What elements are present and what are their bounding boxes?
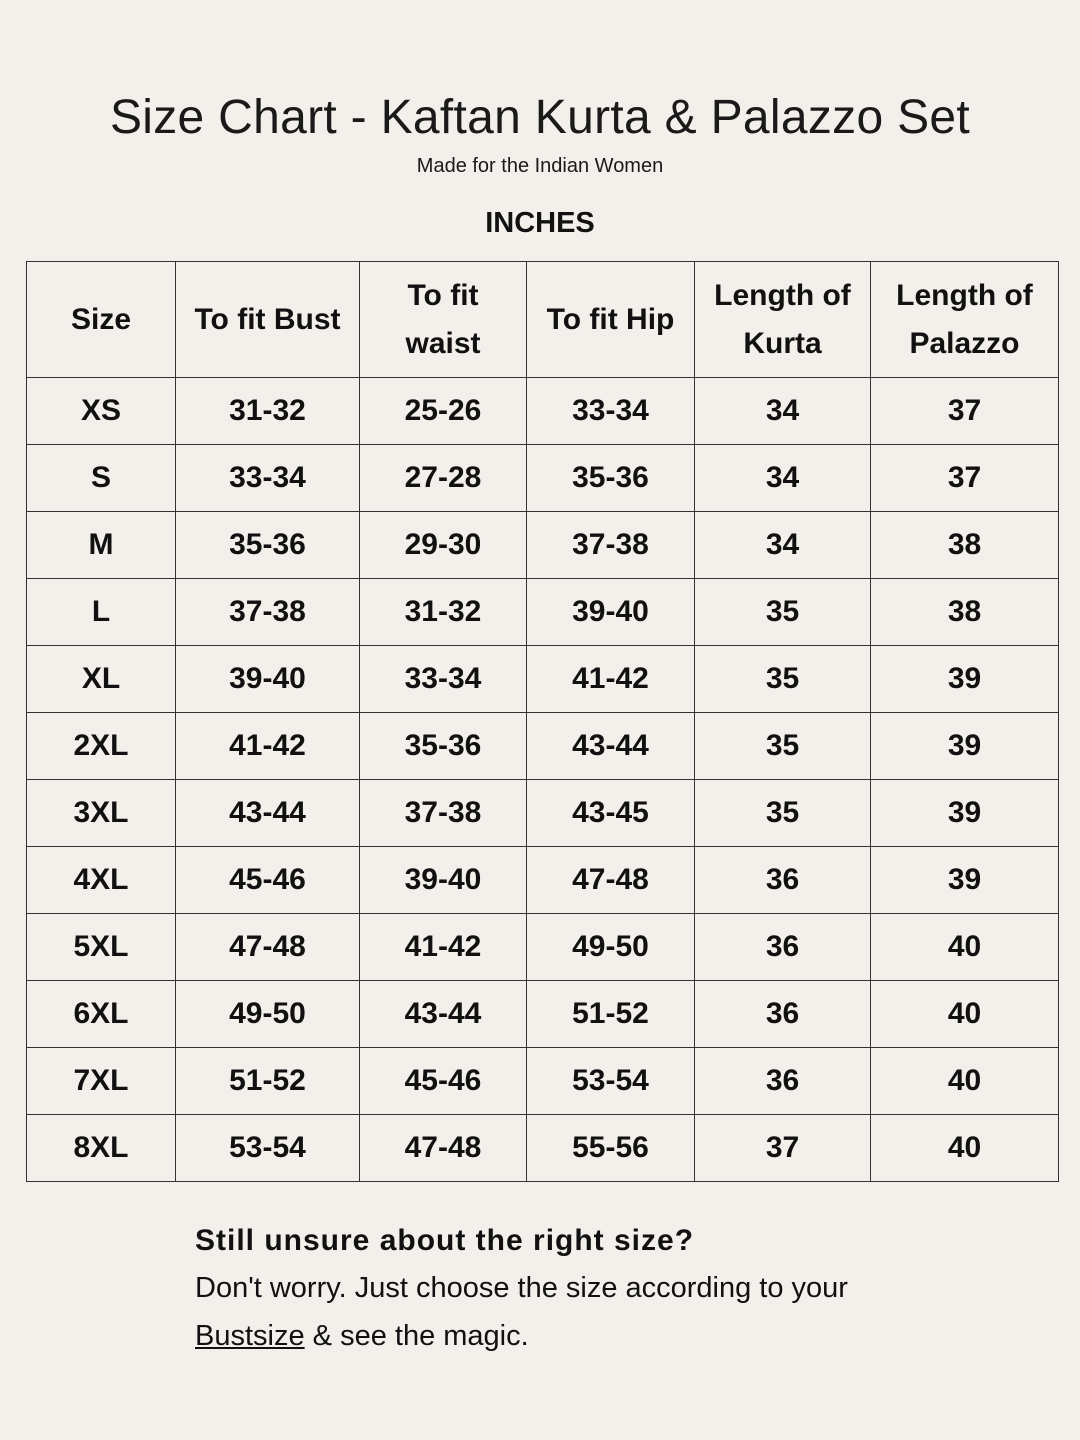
- cell-waist: 37-38: [360, 780, 527, 847]
- table-body: [27, 378, 1059, 1182]
- table-row: [27, 445, 1059, 512]
- cell-palazzo-length: 39: [871, 646, 1059, 713]
- cell-size: 3XL: [27, 780, 176, 847]
- cell-bust: 39-40: [176, 646, 360, 713]
- cell-size: L: [27, 579, 176, 646]
- column-header-bust: To fit Bust: [176, 262, 360, 378]
- column-header-palazzo-length: Length of Palazzo: [871, 262, 1059, 378]
- cell-bust: 41-42: [176, 713, 360, 780]
- cell-palazzo-length: 39: [871, 713, 1059, 780]
- cell-palazzo-length: 37: [871, 445, 1059, 512]
- cell-palazzo-length: 40: [871, 914, 1059, 981]
- cell-bust: 51-52: [176, 1048, 360, 1115]
- cell-bust: 31-32: [176, 378, 360, 445]
- cell-hip: 35-36: [527, 445, 695, 512]
- cell-size: 8XL: [27, 1115, 176, 1182]
- cell-bust: 35-36: [176, 512, 360, 579]
- size-help-note: [195, 1220, 1015, 1360]
- cell-kurta-length: 36: [695, 981, 871, 1048]
- cell-bust: 47-48: [176, 914, 360, 981]
- cell-size: 2XL: [27, 713, 176, 780]
- cell-waist: 33-34: [360, 646, 527, 713]
- column-header-hip: To fit Hip: [527, 262, 695, 378]
- help-answer-line2: & see the magic.: [304, 1320, 529, 1352]
- cell-kurta-length: 35: [695, 579, 871, 646]
- cell-size: 6XL: [27, 981, 176, 1048]
- cell-size: M: [27, 512, 176, 579]
- cell-waist: 43-44: [360, 981, 527, 1048]
- cell-kurta-length: 35: [695, 713, 871, 780]
- cell-bust: 45-46: [176, 847, 360, 914]
- cell-hip: 43-44: [527, 713, 695, 780]
- page-title: Size Chart - Kaftan Kurta & Palazzo Set: [109, 91, 971, 144]
- cell-hip: 53-54: [527, 1048, 695, 1115]
- cell-size: XS: [27, 378, 176, 445]
- help-question: Still unsure about the right size?: [195, 1224, 695, 1257]
- cell-kurta-length: 36: [695, 1048, 871, 1115]
- cell-size: 7XL: [27, 1048, 176, 1115]
- cell-waist: 27-28: [360, 445, 527, 512]
- table-row: [27, 981, 1059, 1048]
- cell-kurta-length: 35: [695, 780, 871, 847]
- cell-hip: 33-34: [527, 378, 695, 445]
- cell-palazzo-length: 40: [871, 981, 1059, 1048]
- page-subtitle: Made for the Indian Women: [416, 155, 664, 177]
- table-row: [27, 579, 1059, 646]
- cell-hip: 51-52: [527, 981, 695, 1048]
- cell-kurta-length: 35: [695, 646, 871, 713]
- cell-bust: 33-34: [176, 445, 360, 512]
- cell-palazzo-length: 40: [871, 1048, 1059, 1115]
- column-header-kurta-length: Length of Kurta: [695, 262, 871, 378]
- help-answer: [195, 1264, 1015, 1360]
- cell-kurta-length: 34: [695, 445, 871, 512]
- table-row: [27, 1115, 1059, 1182]
- cell-hip: 49-50: [527, 914, 695, 981]
- cell-palazzo-length: 37: [871, 378, 1059, 445]
- cell-size: S: [27, 445, 176, 512]
- cell-hip: 41-42: [527, 646, 695, 713]
- cell-kurta-length: 36: [695, 847, 871, 914]
- table-row: [27, 914, 1059, 981]
- cell-waist: 29-30: [360, 512, 527, 579]
- cell-hip: 37-38: [527, 512, 695, 579]
- cell-palazzo-length: 38: [871, 512, 1059, 579]
- bustsize-link[interactable]: Bustsize: [195, 1320, 305, 1352]
- cell-hip: 47-48: [527, 847, 695, 914]
- table-row: [27, 378, 1059, 445]
- table-row: [27, 512, 1059, 579]
- cell-kurta-length: 34: [695, 378, 871, 445]
- cell-kurta-length: 34: [695, 512, 871, 579]
- cell-palazzo-length: 39: [871, 847, 1059, 914]
- cell-palazzo-length: 39: [871, 780, 1059, 847]
- table-row: [27, 1048, 1059, 1115]
- cell-bust: 53-54: [176, 1115, 360, 1182]
- cell-waist: 35-36: [360, 713, 527, 780]
- table-row: [27, 646, 1059, 713]
- table-row: [27, 780, 1059, 847]
- cell-hip: 55-56: [527, 1115, 695, 1182]
- column-header-waist: To fit waist: [360, 262, 527, 378]
- unit-label: INCHES: [485, 207, 595, 239]
- table-row: [27, 847, 1059, 914]
- cell-bust: 43-44: [176, 780, 360, 847]
- table-header-row: [27, 262, 1059, 378]
- cell-bust: 37-38: [176, 579, 360, 646]
- cell-kurta-length: 37: [695, 1115, 871, 1182]
- table-row: [27, 713, 1059, 780]
- cell-palazzo-length: 40: [871, 1115, 1059, 1182]
- cell-size: 5XL: [27, 914, 176, 981]
- cell-waist: 31-32: [360, 579, 527, 646]
- cell-hip: 39-40: [527, 579, 695, 646]
- cell-size: XL: [27, 646, 176, 713]
- cell-size: 4XL: [27, 847, 176, 914]
- cell-palazzo-length: 38: [871, 579, 1059, 646]
- column-header-size: Size: [27, 262, 176, 378]
- help-answer-line1: Don't worry. Just choose the size according to your: [195, 1272, 848, 1304]
- cell-bust: 49-50: [176, 981, 360, 1048]
- cell-waist: 47-48: [360, 1115, 527, 1182]
- cell-waist: 25-26: [360, 378, 527, 445]
- cell-waist: 45-46: [360, 1048, 527, 1115]
- cell-waist: 41-42: [360, 914, 527, 981]
- cell-hip: 43-45: [527, 780, 695, 847]
- cell-kurta-length: 36: [695, 914, 871, 981]
- size-chart-table: [26, 261, 1059, 1182]
- cell-waist: 39-40: [360, 847, 527, 914]
